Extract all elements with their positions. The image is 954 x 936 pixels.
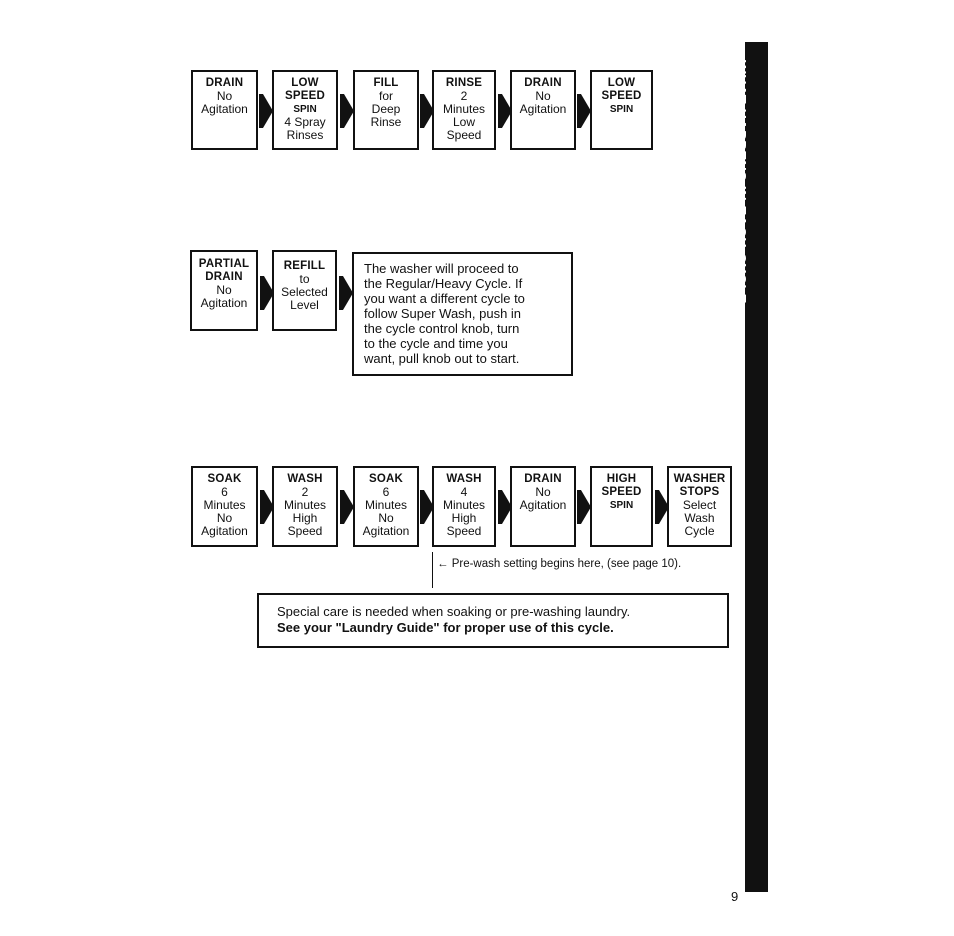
care-line-1: Special care is needed when soaking or pre-washing laundry. — [277, 604, 631, 619]
step-wash: WASH 2 Minutes High Speed — [272, 466, 338, 547]
sidebar-title: WHAT HAPPENS IN EACH CYCLE — [732, 60, 748, 304]
care-line-2: See your "Laundry Guide" for proper use of this cycle. — [277, 620, 614, 635]
step-washer-stops: WASHER STOPS Select Wash Cycle — [667, 466, 732, 547]
regular-heavy-note: The washer will proceed to the Regular/Heavy Cycle. If you want a different cycle to follow Super Wash, push in the cycle control knob, turn to the cycle and time you want, pull knob out to start. — [352, 252, 573, 376]
step-high-speed-spin: HIGH SPEED SPIN — [590, 466, 653, 547]
step-low-speed-spin: LOW SPEED SPIN 4 Spray Rinses — [272, 70, 338, 150]
step-refill: REFILL to Selected Level — [272, 250, 337, 331]
prewash-note: ← Pre-wash setting begins here, (see page 10). — [432, 552, 681, 588]
step-low-speed-spin: LOW SPEED SPIN — [590, 70, 653, 150]
special-care-note — [257, 593, 729, 648]
step-drain: DRAIN No Agitation — [510, 70, 576, 150]
step-drain: DRAIN No Agitation — [191, 70, 258, 150]
step-drain: DRAIN No Agitation — [510, 466, 576, 547]
step-partial-drain: PARTIAL DRAIN No Agitation — [190, 250, 258, 331]
step-wash: WASH 4 Minutes High Speed — [432, 466, 496, 547]
step-soak: SOAK 6 Minutes No Agitation — [353, 466, 419, 547]
step-rinse: RINSE 2 Minutes Low Speed — [432, 70, 496, 150]
step-fill: FILL for Deep Rinse — [353, 70, 419, 150]
page-number: 9 — [731, 889, 739, 904]
step-soak: SOAK 6 Minutes No Agitation — [191, 466, 258, 547]
